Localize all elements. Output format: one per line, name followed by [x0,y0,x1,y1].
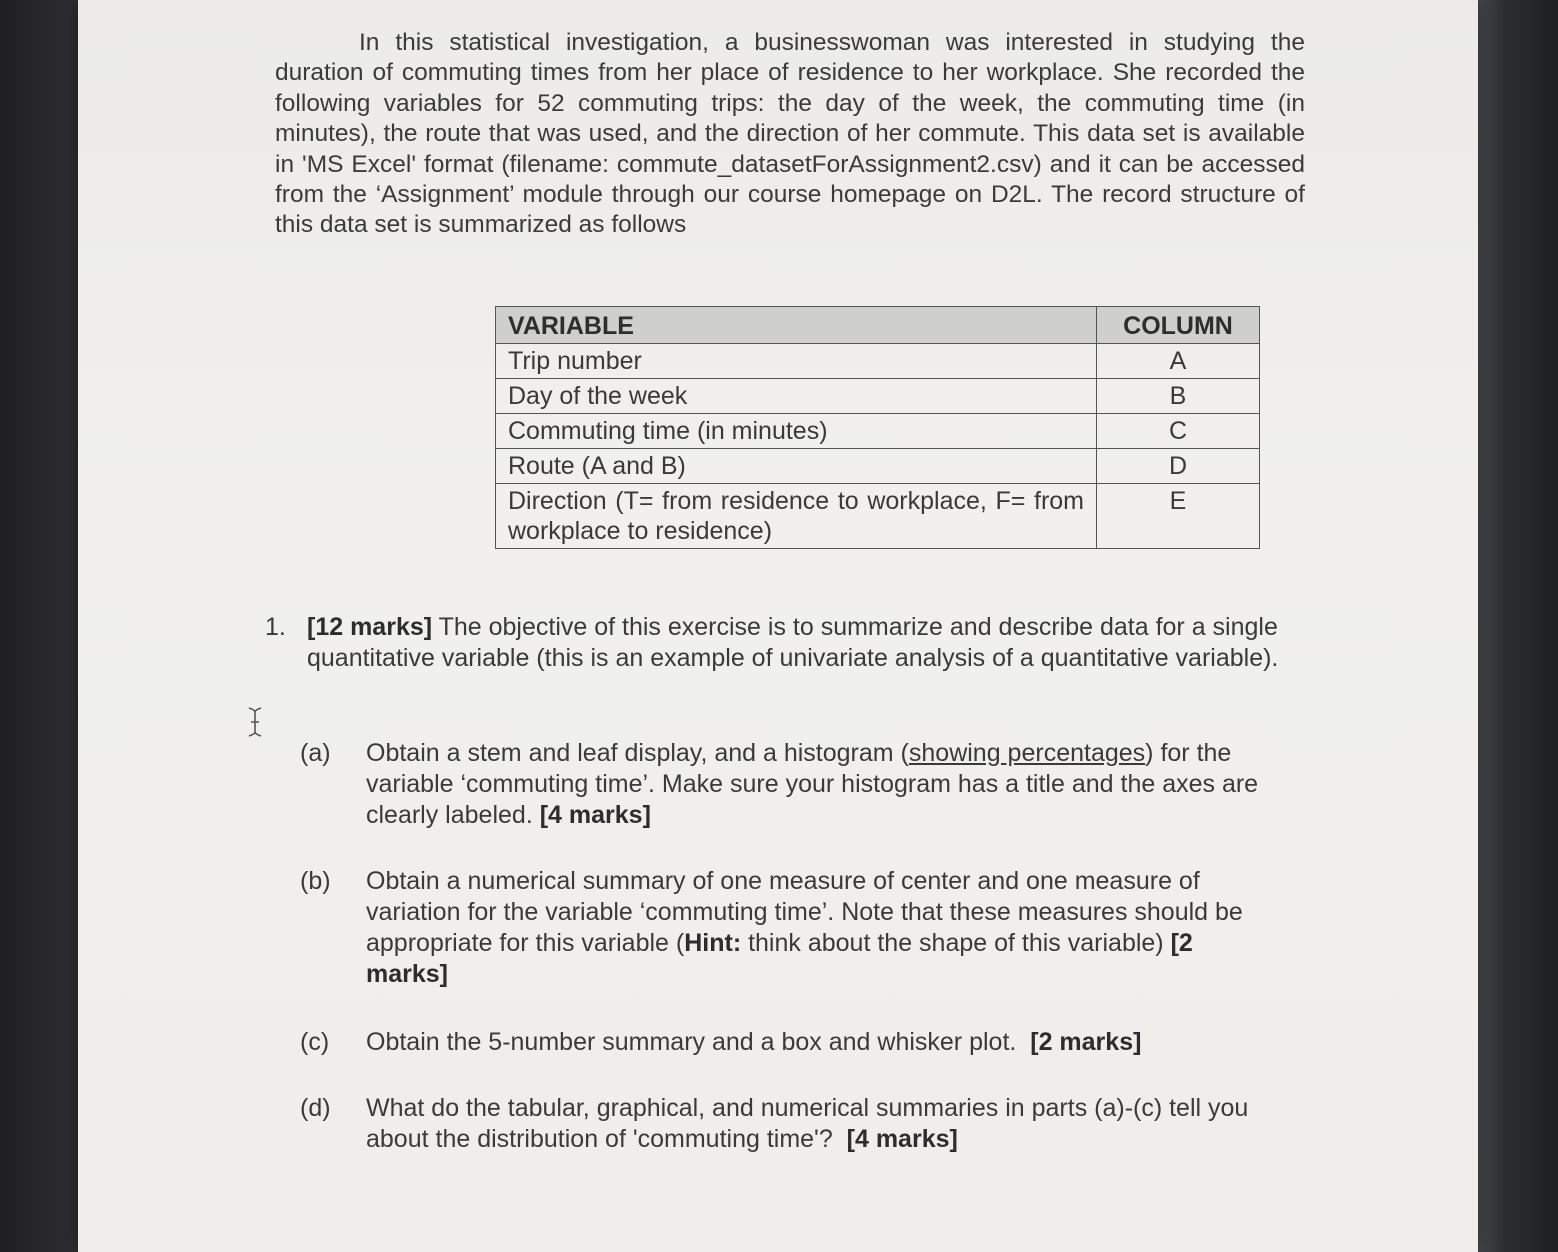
row-variable: Commuting time (in minutes) [496,414,1097,449]
part-c-body: Obtain the 5-number summary and a box and whisker plot. [366,1028,1017,1056]
part-d-body: What do the tabular, graphical, and numerical summaries in parts (a)-(c) tell you about the distribution of 'commuting time'? [366,1094,1249,1153]
part-a-marks: [4 marks] [539,801,651,829]
part-b-pre: Obtain a numerical summary of one measure of center and one measure of variation for the variable ‘commuting time’. Note that these measures should be appropriate for this variable ( [366,867,1243,957]
question-body [307,612,1282,674]
background-right [1468,0,1558,1252]
text-cursor-icon [244,706,266,738]
table-row [496,344,1260,379]
part-b-label: (b) [300,867,331,895]
row-column: C [1097,414,1260,449]
header-variable: VARIABLE [496,307,1097,344]
row-column: B [1097,379,1260,414]
row-variable: Route (A and B) [496,449,1097,484]
part-c-marks: [2 marks] [1030,1028,1142,1056]
question-marks: [12 marks] [307,613,433,641]
part-a-underlined: showing percentages [908,739,1146,767]
part-b-hint: Hint: [684,929,742,957]
part-a-post: ) for the variable ‘commuting time’. Make sure your histogram has a title and the axes are clearly labeled. [366,739,1259,829]
header-column: COLUMN [1097,307,1260,344]
table-row [496,484,1260,549]
part-a-text [366,738,1281,831]
intro-paragraph [275,28,1305,241]
part-a-label: (a) [300,739,331,767]
part-d-text [366,1093,1281,1155]
table-row [496,379,1260,414]
table-header-row [496,307,1260,344]
part-c-text [366,1027,1281,1058]
question-number: 1. [265,613,286,641]
row-column: E [1097,484,1260,549]
question-text: The objective of this exercise is to summarize and describe data for a single quantitative variable (this is an example of univariate analysis of a quantitative variable). [307,613,1279,672]
row-variable: Day of the week [496,379,1097,414]
table-row [496,449,1260,484]
row-column: D [1097,449,1260,484]
record-structure-table [495,306,1260,549]
intro-text: In this statistical investigation, a businesswoman was interested in studying the duration of commuting times from her place of residence to her workplace. She recorded the following variables for 52 commuting trips: the day of the week, the commuting time (in minutes), the route that was used, and the direction of her commute. This data set is available in 'MS Excel' format (filename: commute_datasetForAssignment2.csv) and it can be accessed from the ‘Assignment’ module through our course homepage on D2L. The record structure of this data set is summarized as follows [275,29,1305,239]
row-column: A [1097,344,1260,379]
table-row [496,414,1260,449]
row-variable: Direction (T= from residence to workplace, F= from workplace to residence) [496,484,1097,549]
part-a-pre: Obtain a stem and leaf display, and a histogram ( [366,739,909,767]
part-d-label: (d) [300,1094,331,1122]
row-variable: Trip number [496,344,1097,379]
part-c-label: (c) [300,1028,330,1056]
part-d-marks: [4 marks] [846,1125,958,1153]
part-b-post: think about the shape of this variable) [741,929,1164,957]
part-b-text [366,866,1281,990]
part-b-marks: [2 marks] [366,929,1193,988]
